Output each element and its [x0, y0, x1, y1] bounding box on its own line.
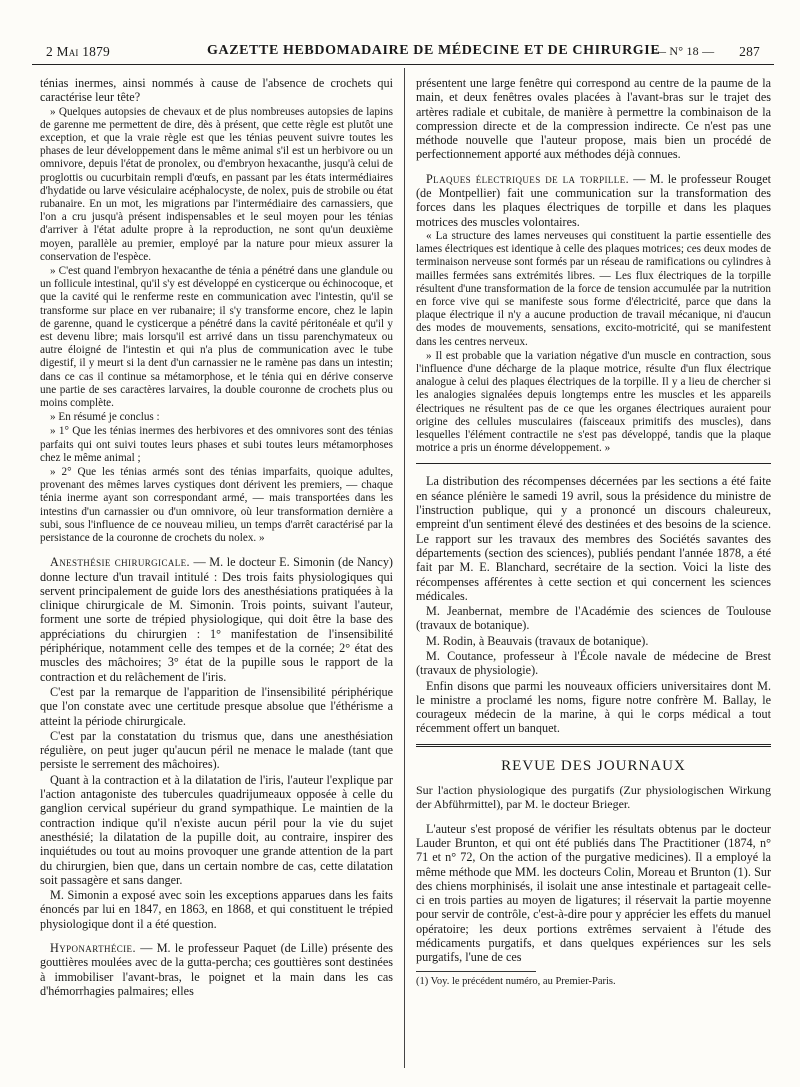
- page-header: [32, 40, 774, 65]
- paragraph: M. Coutance, professeur à l'École navale de médecine de Brest (travaux de physiologie).: [416, 648, 771, 678]
- paragraph: » Quelques autopsies de chevaux et de plus nombreuses autopsies de lapins de garenne me permettent de dire, dès à présent, que cette règle est plutôt une exception, et que la vraie règle est que les ténias peuvent suivre toutes les phases de leur développement dans le même animal s'il est un herbivore ou un omnivore, depuis l'état de pronolex, ou d'embryon hexacanthe, jusqu'à celui de proglottis ou cucurbitain rempli d'œufs, en passant par les états intermédiaires d'hydatide ou larve vésiculaire acéphalocyste, de nolex, puis de strobile ou état rubanaire. En un mot, les migrations par l'intermédiaire des carnassiers, que l'on a cru jusqu'à présent indispensables et le seul moyen pour les ténias d'arriver à l'état adulte propre à la reproduction, ne sont qu'un deuxième moyen, parallèle au premier, employé par la nature pour mieux assurer la conservation de l'espèce.: [40, 105, 393, 263]
- section-heading: Anesthésie chirurgicale.: [50, 555, 190, 570]
- paragraph: présentent une large fenêtre qui correspond au centre de la paume de la main, et deux fenêtres ovales placées à l'avant-bras sur le trajet des artères radiale et cubitale, de manière à permettre la combinaison de la compression directe et de la compression indirecte. Ce n'est pas une méthode nouvelle que l'auteur propose, mais bien un procédé de perfectionnement apporté aux méthodes déjà connues.: [416, 76, 771, 162]
- paragraph: M. Rodin, à Beauvais (travaux de botanique).: [426, 633, 649, 648]
- section-text: — M. le professeur Rouget (de Montpellier) fait une communication sur la transformation des forces dans les plaques électriques de torpille et dans les plaques motrices des muscles volontaires.: [416, 171, 771, 229]
- torpille-section: [416, 172, 771, 229]
- footnote-rule: [416, 971, 536, 972]
- issue-date: 2 Mai 1879: [46, 44, 111, 59]
- paragraph: M. Jeanbernat, membre de l'Académie des sciences de Toulouse (travaux de botanique).: [416, 604, 771, 633]
- anesthesia-section: [40, 555, 393, 684]
- paragraph: » 1° Que les ténias inermes des herbivores et des omnivores sont des ténias parfaits qui ont suivi toutes leurs phases et subi toutes leurs métamorphoses chez le même animal ;: [40, 425, 393, 464]
- paragraph: Enfin disons que parmi les nouveaux officiers universitaires dont M. le ministre a proclamé les noms, figure notre confrère M. Ballay, le courageux médecin de la marine, à qui le corps médical a tout récemment offert un banquet.: [416, 678, 771, 736]
- paragraph: L'auteur s'est proposé de vérifier les résultats obtenus par le docteur Lauder Brunton, et qui ont été publiés dans The Practitioner (1874, n° 71 et n° 72, On the action of the purgative medicines). Il a employé la même méthode que MM. les docteurs Colin, Moreau et Brunton (1). Sur des chiens morphinisés, il isolait une anse intestinale et partageait celle-ci en trois parties au moyen de ligatures; il réservait la partie moyenne pour servir de contrôle, c'est-à-dire pour y apprécier les effets du manuel opératoire; les deux portions extrêmes servaient à l'étude des médicaments purgatifs, et dans quelques expériences sur les sels purgatifs, l'une de ces: [416, 821, 771, 965]
- section-rule: [416, 744, 771, 747]
- page-number: 287: [739, 44, 760, 59]
- paragraph: C'est par la remarque de l'apparition de l'insensibilité périphérique que l'on constate avec une certitude presque absolue que l'éthérisme a atteint la période chirurgicale.: [40, 684, 393, 728]
- article-heading: Sur l'action physiologique des purgatifs (Zur physiologischen Wirkung der Abführmittel), par M. le docteur Brieger.: [416, 783, 771, 812]
- paragraph: La distribution des récompenses décernées par les sections a été faite en séance plénière le samedi 19 avril, sous la présidence du ministre de l'instruction publique, qui y a prononcé un discours chaleureux, empreint d'un sentiment élevé des destinées et des besoins de la science. Le rapport sur les travaux des membres des Sociétés savantes des départements (section des sciences), publiés pendant l'année 1878, a été fait par M. E. Blanchard, secrétaire de la section. Voici la liste des récompenses afférentes à cette section et qui concernent les sciences médicales.: [416, 474, 771, 603]
- section-heading: Hyponarthécie.: [50, 941, 136, 956]
- section-heading: Plaques électriques de la torpille.: [426, 171, 630, 186]
- section-text: — M. le docteur E. Simonin (de Nancy) donne lecture d'un travail intitulé : Des trois faits physiologiques qui servent principalement de guide lors des anesthésiations pratiquées à la clinique chirurgicale de M. Simonin. Trois points, suivant l'auteur, forment une sorte de trépied physiologique, qui doit être la base des appréciations du chirurgien : 1° manifestation de l'insensibilité périphérique, notamment celle des tempes et de la cornée; 2° état des muscles des mâchoires; 3° état de la pupille sous le rapport de la contraction et du relâchement de l'iris.: [40, 555, 393, 684]
- paragraph: Quant à la contraction et à la dilatation de l'iris, l'auteur l'explique par l'action antagoniste des tubercules quadrijumeaux opposée à celle du ganglion cervical supérieur du grand sympathique. Le maintien de la contraction indique qu'il n'existe aucun péril pour la vie du sujet anesthésié; la dilatation de la pupille doit, au contraire, inspirer des inquiétudes ou tout au moins provoquer une grande attention de la part du chirurgien, bien que, dans un certain nombre de cas, cette dilatation soit passagère et sans danger.: [40, 772, 393, 887]
- section-title: REVUE DES JOURNAUX: [501, 757, 686, 774]
- issue-number: — N° 18 —: [654, 44, 715, 58]
- paragraph: » En résumé je conclus :: [50, 411, 160, 424]
- footnote: (1) Voy. le précédent numéro, au Premier-Paris.: [416, 975, 616, 987]
- column-divider: [404, 68, 405, 1068]
- paragraph: ténias inermes, ainsi nommés à cause de l'absence de crochets qui caractérise leur tête?: [40, 76, 393, 105]
- right-column: [416, 76, 771, 1076]
- journal-title: GAZETTE HEBDOMADAIRE DE MÉDECINE ET DE CHIRURGIE: [207, 43, 661, 58]
- section-rule: [416, 463, 771, 464]
- hyponarthecie-section: [40, 941, 393, 998]
- paragraph: » 2° Que les ténias armés sont des ténias imparfaits, quoique adultes, provenant des mêmes larves cystiques dont dérivent les premiers, — chaque ténia inerme ayant son correspondant armé, — mais transportées dans les intestins d'un carnassier ou d'un omnivore, où leur transformation dernière a subi, sous l'influence de ce nouveau milieu, un temps d'arrêt caractérisé par la persistance de la couronne de crochets du nolex. »: [40, 466, 393, 545]
- section-text: — M. le professeur Paquet (de Lille) présente des gouttières moulées avec de la gutta-percha; ces gouttières sont destinées à immobiliser l'avant-bras, le poignet et la main dans les cas d'hémorrhagies palmaires; elles: [40, 941, 393, 998]
- left-column: [40, 76, 393, 1076]
- quote-paragraph: » Il est probable que la variation négative d'un muscle en contraction, sous l'influence d'une décharge de la plaque motrice, résulte d'un flux électrique analogue à celui des plaques électriques de la torpille. Il y a lieu de chercher si les analogies signalées depuis longtemps entre les muscles et les appareils électriques ne résultent pas de ce que les organes électriques auraient pour origine des cellules musculaires (faisceaux primitifs des muscles), dans lesquelles l'élément contractile ne s'est pas développé, tandis que la plaque motrice a pris un énorme développement. »: [416, 349, 771, 455]
- paragraph: C'est par la constatation du trismus que, dans une anesthésiation régulière, on peut juger qu'aucun péril ne menace le malade (tant que persiste le serrement des mâchoires).: [40, 728, 393, 772]
- paragraph: M. Simonin a exposé avec soin les exceptions apparues dans les faits énoncés par lui en 1847, en 1863, en 1868, et qui constituent le trépied physiologique dont il a été question.: [40, 888, 393, 931]
- paragraph: » C'est quand l'embryon hexacanthe de ténia a pénétré dans une glandule ou un follicule intestinal, qu'il s'y est développé en cysticerque ou échinocoque, et que la cavité qui le renferme reste en communication avec l'intestin, qu'il se transforme sur place en ver rubanaire; il s'y transforme encore, chez le lapin de garenne, quand le cysticerque a pénétré dans la cavité péritonéale et qu'il y est devenu libre; mais lorsqu'il est arrivé dans un tissu parenchymateux ou autre éloigné de l'intestin et qui n'a plus de communication avec le tube digestif, il y meurt si la dent d'un carnassier ne le ramène pas dans un intestin; dans ce cas il continue sa métamorphose, et le ténia qui en dérive conserve une partie de ses caractères larvaires, la double couronne de crochets plus ou moins complète.: [40, 265, 393, 410]
- quote-paragraph: « La structure des lames nerveuses qui constituent la partie essentielle des lames électriques est identique à celle des plaques motrices; ces deux modes de terminaison nerveuse sont formés par un réseau de ramifications ou cylindres à mailles fermées sans extrémités libres. — Les flux électriques de la torpille résultent d'une transformation de la force de tension accumulée par la nutrition en force vive qui se manifeste sous forme d'électricité, parce que dans la plaque électrique il n'y a aucune production de travail mécanique, ni d'aucun des modes de mouvements, sensations, excito-motricité, qui se manifestent dans les centres nerveux.: [416, 229, 771, 348]
